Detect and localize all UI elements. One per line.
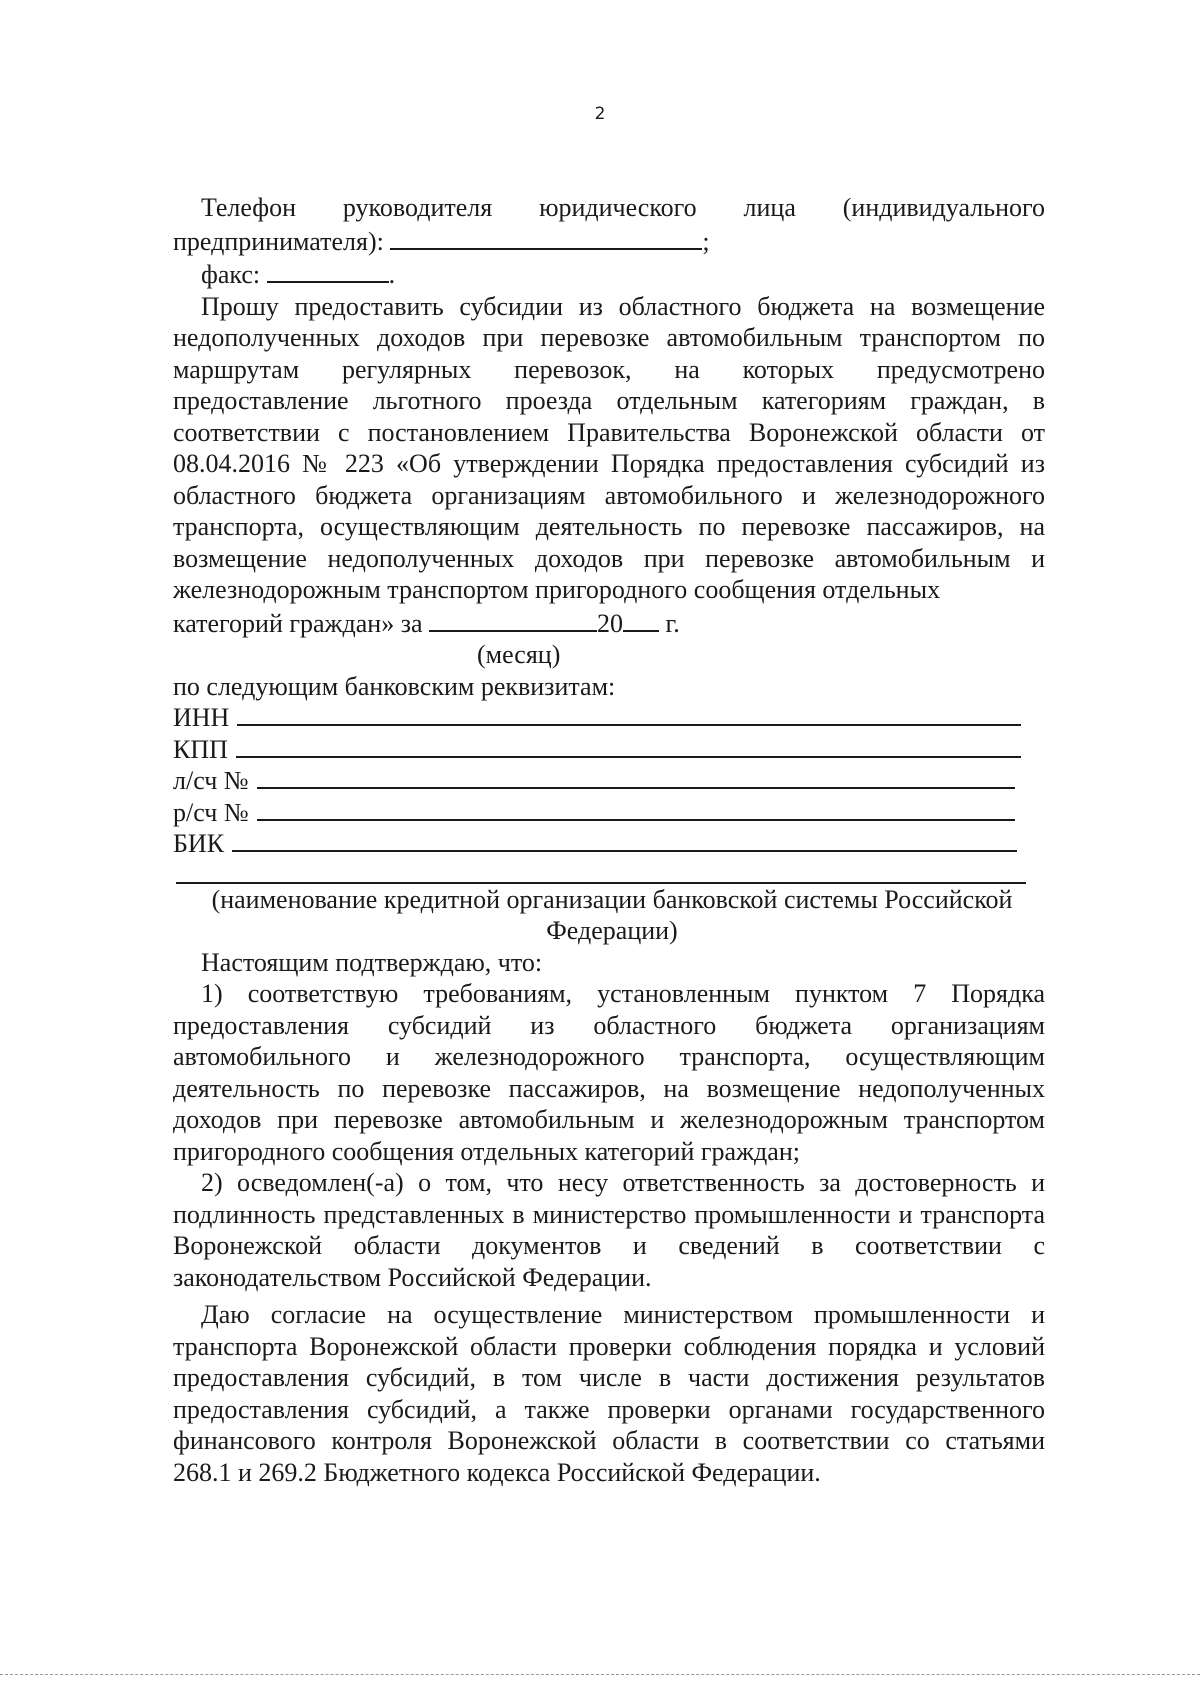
month-blank-field[interactable] [429, 606, 597, 632]
requisite-row-settlement-account [173, 797, 1015, 829]
requisite-personal-account-field[interactable] [257, 765, 1015, 789]
fax-suffix: . [388, 260, 396, 289]
month-caption: (месяц) [477, 640, 561, 669]
requisites-list [173, 702, 1045, 860]
requisite-label: БИК [173, 829, 225, 858]
requisite-label: л/сч № [173, 766, 249, 795]
phone-line [173, 192, 1045, 224]
bank-intro: по следующим банковским реквизитам: [173, 671, 616, 701]
confirm-item-2: 2) осведомлен(-а) о том, что несу ответственность за достоверность и подлинность представленных в министерство промышленности и транспорта Воронежской области документов и сведений в соответствии с законодательством Российской Федерации. [173, 1168, 1045, 1292]
requisite-label: р/сч № [173, 797, 249, 827]
requisite-kpp-field[interactable] [236, 734, 1021, 758]
phone-suffix: ; [702, 226, 710, 256]
request-period-row [173, 606, 1045, 640]
year-suffix: г. [659, 608, 680, 638]
phone-label: Телефон руководителя юридического лица (индивидуального [201, 193, 1045, 222]
fax-field-row [173, 257, 1045, 291]
requisite-bik-field[interactable] [232, 828, 1017, 852]
requisite-settlement-account-field[interactable] [257, 797, 1015, 821]
document-body [173, 192, 1045, 1488]
year-blank-field[interactable] [623, 606, 659, 632]
requisite-inn-field[interactable] [237, 702, 1021, 726]
requisite-label: ИНН [173, 703, 230, 732]
requisite-row-kpp [173, 734, 1021, 766]
confirm-item-1: 1) соответствую требованиям, установленным пунктом 7 Порядка предоставления субсидий из областного бюджета организациям автомобильного и железнодорожного транспорта, осуществляющим деятельность по перевозке пассажиров, на возмещение недополученных доходов при перевозке автомобильным и железнодорожным транспортом пригородного сообщения отдельных категорий граждан; [173, 979, 1045, 1166]
consent-paragraph: Даю согласие на осуществление министерством промышленности и транспорта Воронежской области проверки соблюдения порядка и условий предоставления субсидий, в том числе в части достижения результатов предоставления субсидий, а также проверки органами государственного финансового контроля Воронежской области в соответствии со статьями 268.1 и 269.2 Бюджетного кодекса Российской Федерации. [173, 1300, 1045, 1487]
phone-field-row [173, 224, 1045, 258]
requisite-row-personal-account [173, 765, 1015, 797]
page-number: 2 [594, 104, 606, 124]
scan-edge-line [0, 1674, 1200, 1675]
confirm-intro: Настоящим подтверждаю, что: [201, 947, 543, 977]
year-prefix: 20 [597, 608, 624, 638]
requisite-label: КПП [173, 734, 228, 764]
fax-blank-field[interactable] [267, 257, 389, 283]
fax-label: факс: [201, 260, 267, 289]
request-paragraph: Прошу предоставить субсидии из областного бюджета на возмещение недополученных доходов при перевозке автомобильным транспортом по маршрутам регулярных перевозок, на которых предусмотрено предоставление льготного проезда отдельным категориям граждан, в соответствии с постановлением Правительства Воронежской области от 08.04.2016 № 223 «Об утверждении Порядка предоставления субсидий из областного бюджета организациям автомобильного и железнодорожного транспорта, осуществляющим деятельность по перевозке пассажиров, на возмещение недополученных доходов при перевозке автомобильным и железнодорожным транспортом пригородного сообщения отдельных [173, 291, 1045, 604]
phone-blank-field[interactable] [390, 224, 702, 250]
request-last-line: категорий граждан» за [173, 608, 430, 638]
bank-caption: (наименование кредитной организации банковской системы Российской Федерации) [211, 884, 1013, 945]
requisite-row-inn [173, 702, 1021, 734]
phone-label-cont: предпринимателя): [173, 226, 391, 256]
requisite-row-bik [173, 828, 1017, 860]
bank-name-field[interactable] [176, 860, 1026, 884]
